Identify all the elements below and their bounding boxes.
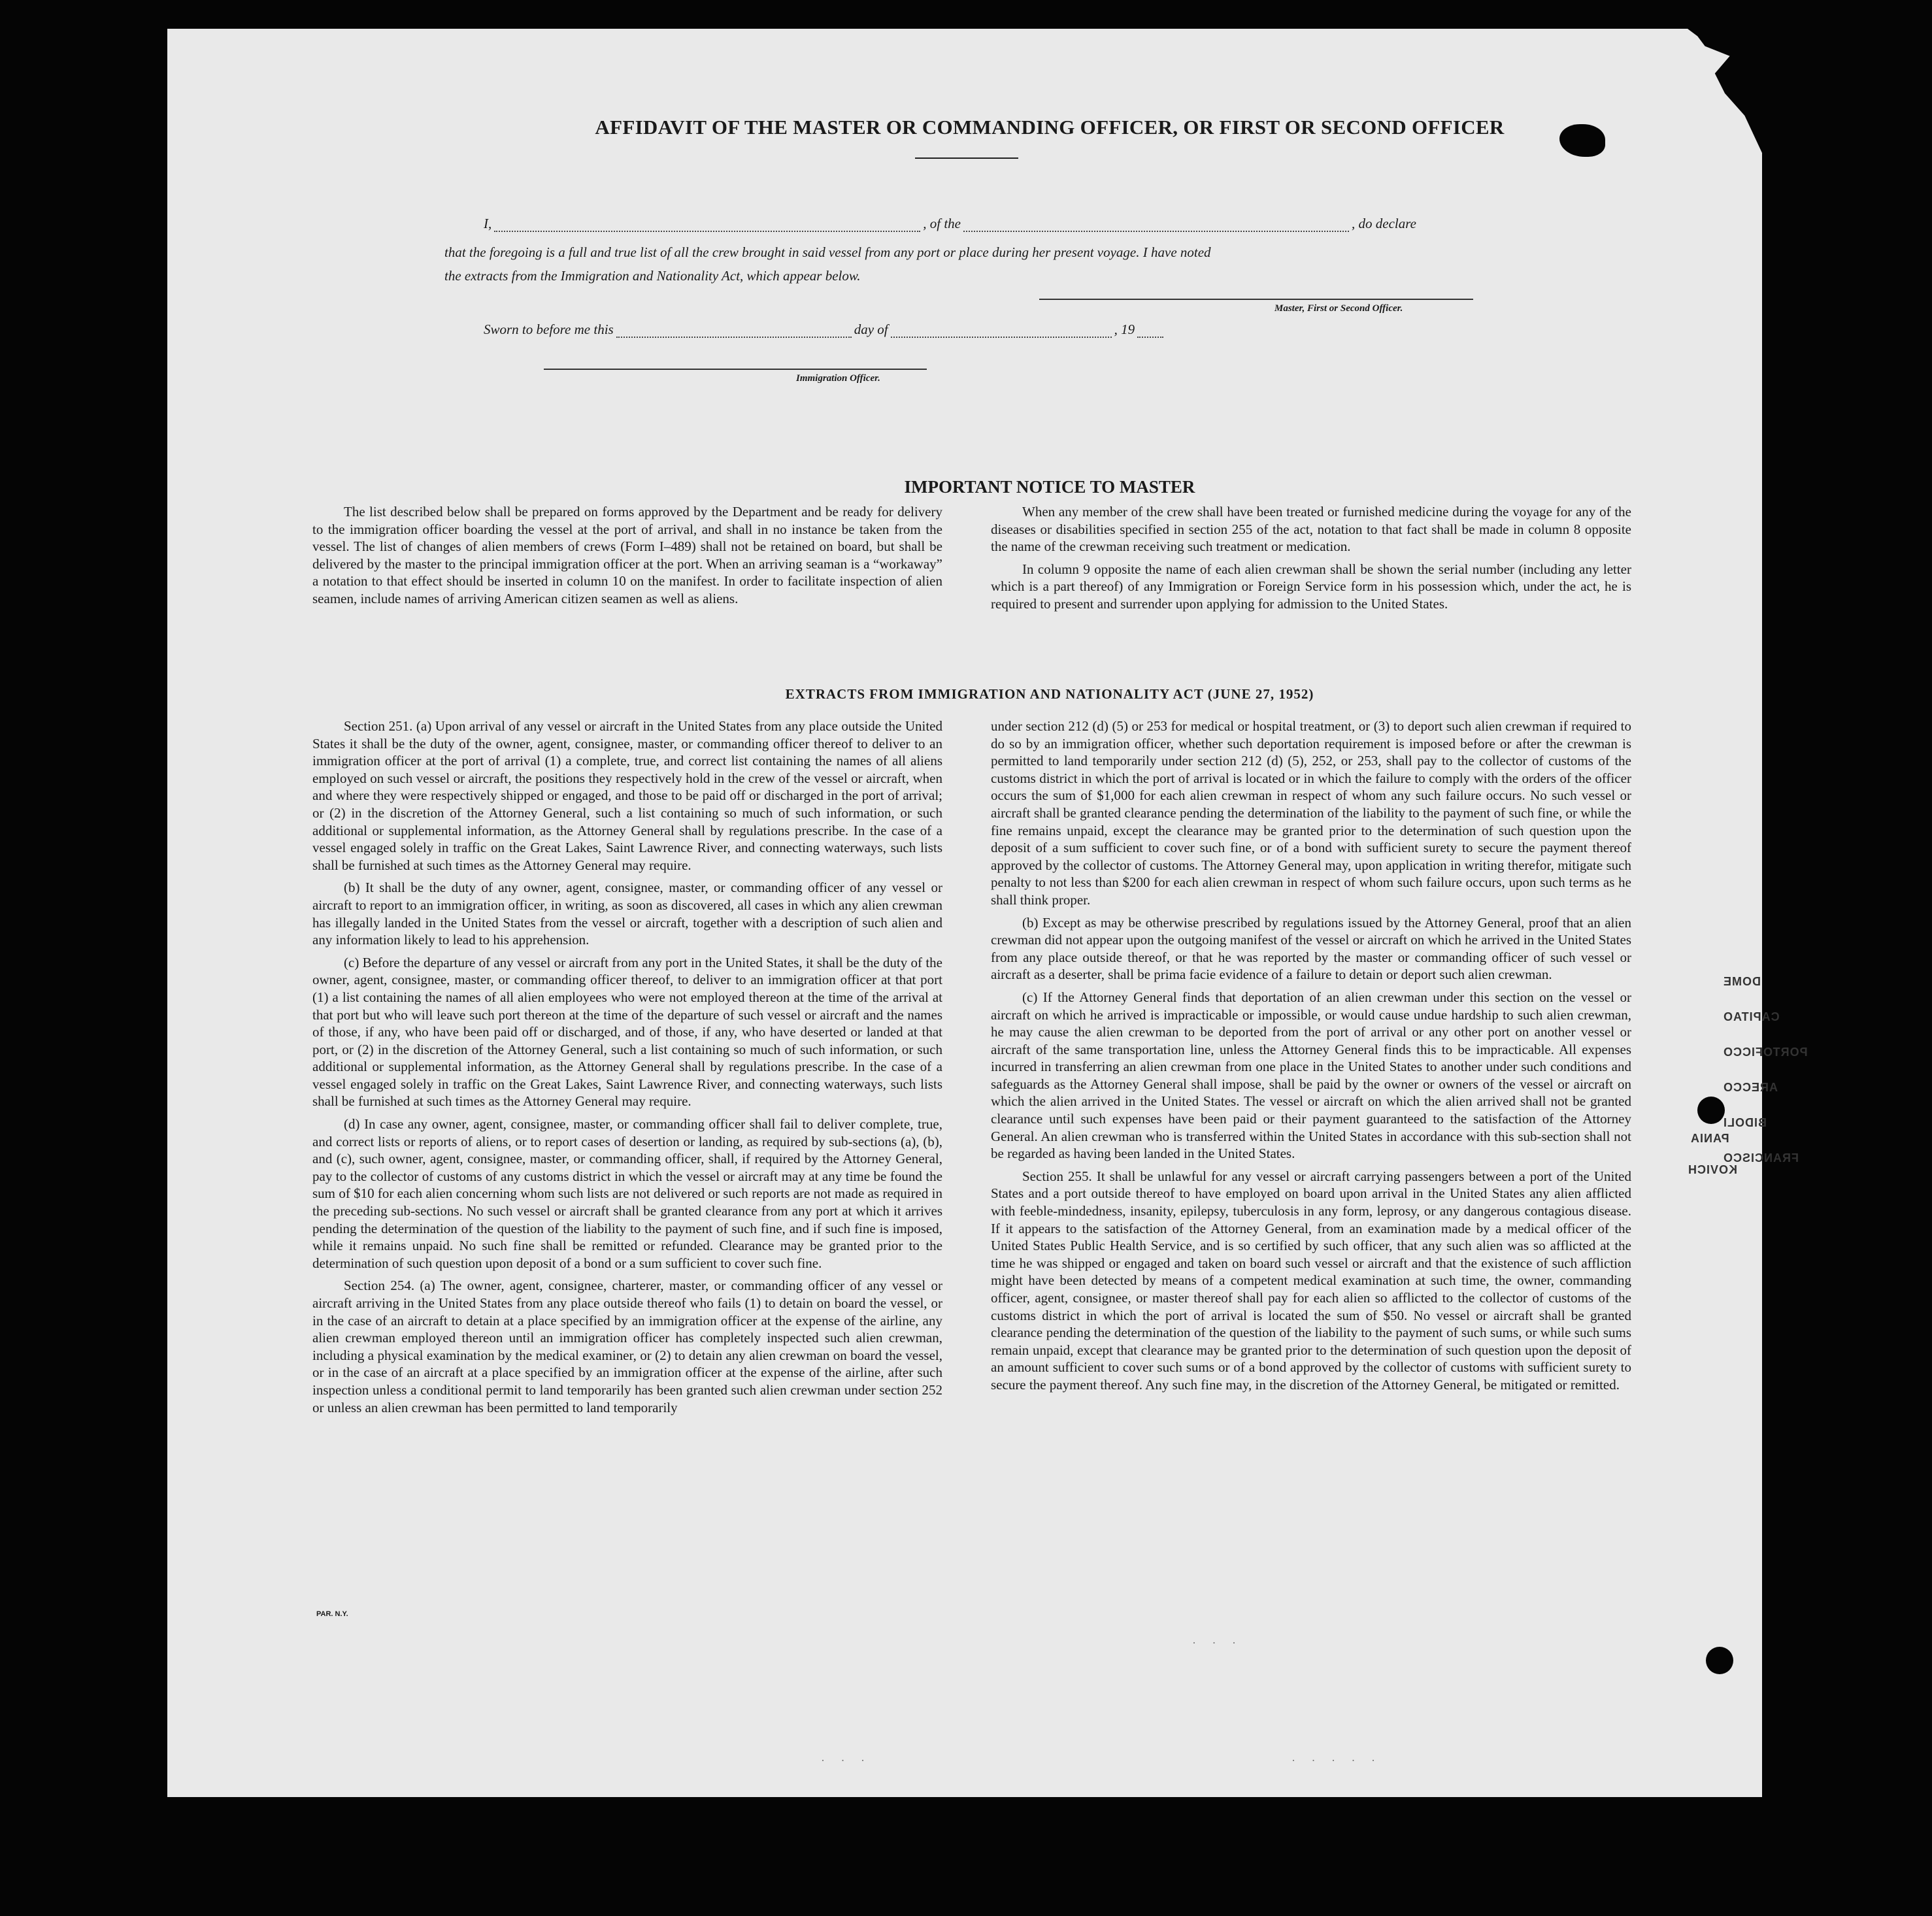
printer-imprint: PAR. N.Y. [316,1610,348,1618]
notice-left-paragraph: The list described below shall be prepared on forms approved by the Department and be ready for delivery to the immigration officer boarding the vessel at the port of arrival, and shall in no instance be taken from the vessel. The list of changes of alien members of crews (Form I–489) shall not be retained on board, but shall be delivered by the master to the principal immigration officer at the port. When an arriving seaman is a “workaway” a notation to that effect should be inserted in column 10 on the manifest. In order to facilitate inspection of alien seamen, include names of arriving American citizen seamen as well as aliens. [312,504,942,606]
master-signature-label: Master, First or Second Officer. [1274,303,1403,314]
section-251-d: (d) In case any owner, agent, consignee, master, or commanding officer shall fail to deliver complete, true, and correct lists or reports of aliens, or to report cases of desertion or landing, as required by sub-sections (a), (b), and (c), such owner, agent, consignee, master, or commanding officer, shall, if required by the Attorney General, pay to the collector of customs of any customs district in which the vessel or aircraft may at any time be found the sum of $10 for each alien concerning whom such lists are not delivered or such reports are not made as required in the preceding sub-sections. No such vessel or aircraft shall be granted clearance from any port at which it arrives pending the determination of the question of the liability to the payment of such fine, and if such fine is imposed, while it remains unpaid. No such fine shall be remitted or refunded. Clearance may be granted prior to the determination of such question upon deposit of a bond or a sum sufficient to cover such fine. [312,1116,942,1271]
i-label: I, [484,216,492,231]
section-254-b: (b) Except as may be otherwise prescribed by regulations issued by the Attorney General, proof that an alien crewman did not appear upon the outgoing manifest of the vessel or aircraft on which he arrived in the United States from any place outside thereof, or that he was reported by the master or commanding officer of such vessel or aircraft as a deserter, shall be prima facie evidence of a failure to detain or deport such alien crewman. [991,914,1631,983]
statement-line-1: that the foregoing is a full and true list of all the crew brought in said vessel from any port or place during her present voyage. I have noted [444,244,1211,260]
title-rule [915,157,1018,159]
section-255: Section 255. It shall be unlawful for any vessel or aircraft carrying passengers between a port of the United States and a port outside thereof to have employed on board upon arrival in the United States any alien afflicted with feeble-mindedness, insanity, epilepsy, tuberculosis in any form, leprosy, or any dangerous contagious disease. If it appears to the satisfaction of the Attorney General, from an examination made by a medical officer of the United States Public Health Service, and is so certified by such officer, that any such alien was so afflicted at the time he was shipped or engaged and taken on board such vessel or aircraft and that the existence of such affliction might have been detected by means of a competent medical examination at such time, the owner, commanding officer, agent, consignee, or master thereof shall pay for each alien so afflicted to the collector of customs of the customs district in which the port of arrival is located the sum of $50. No vessel or aircraft shall be granted clearance pending the determination of the question of the liability to the payment of such sums, or while such sums remain unpaid, except that clearance may be granted prior to the determination of such question upon the deposit of an amount sufficient to cover such sums or of a bond approved by the collector of customs with sufficient surety to secure the payment thereof. Any such fine may, in the discretion of the Attorney General, be mitigated or remitted. [991,1168,1631,1393]
do-declare-label: , do declare [1352,216,1416,231]
section-254-a-cont: under section 212 (d) (5) or 253 for medical or hospital treatment, or (3) to deport such alien crewman if required to do so by an immigration officer, whether such deportation requirement is imposed before or after the crewman is permitted to land temporarily under section 212 (d) (5), 252, or 253, shall pay to the collector of customs of the customs district in which the port of arrival is located or in which the failure to comply with the orders of the officer occurs the sum of $1,000 for each alien crewman in respect of whom any such failure occurs. No such vessel or aircraft shall be granted clearance pending the determination of the liability to the payment of such fine, or while the fine remains unpaid, except the clearance may be granted prior to the determination of such question upon the deposit of a sum sufficient to cover such fine, or of a bond with sufficient surety to secure the payment thereof approved by the collector of customs. The Attorney General may, upon application in writing therefor, mitigate such penalty to not less than $200 for each alien crewman in respect of whom such failure occurs, upon such terms as he shall think proper. [991,718,1631,908]
officer-signature-line[interactable] [544,369,927,370]
punch-hole-lower [1706,1647,1733,1674]
year-label: , 19 [1114,322,1135,337]
section-251-c: (c) Before the departure of any vessel or aircraft from any port in the United States, it shall be the duty of the owner, agent, consignee, master, or commanding officer thereof, to deliver to an immigration officer at that port (1) a list containing the names of all alien employees who were not employed thereon at the time of the arrival at that port but who will leave such port thereon at the time of the departure of such vessel or aircraft and the names of those, if any, who have been paid off or discharged, and of those, if any, who have deserted or landed at that port, or (2) in the discretion of the Attorney General, such a list containing so much of such information, or such additional or supplemental information, as the Attorney General shall by regulations prescribe. In the case of a vessel engaged solely in traffic on the Great Lakes, Saint Lawrence River, and connecting waterways, such lists shall be furnished at such times as the Attorney General may require. [312,954,942,1110]
bleed-stamp-2: CAPITAO [1723,1010,1780,1023]
sworn-year-blank[interactable] [1137,325,1163,338]
notice-right-paragraph-1: When any member of the crew shall have been treated or furnished medicine during the voyage for any of the diseases or disabilities specified in section 255 of the act, notation to that fact shall be made in column 8 opposite the name of the crewman receiving such treatment or medication. [991,504,1631,555]
name-blank[interactable] [494,219,920,232]
bleed-stamp-1: DOME [1723,975,1761,988]
extracts-title: EXTRACTS FROM IMMIGRATION AND NATIONALITY ACT (JUNE 27, 1952) [785,686,1314,702]
speck-marks-bottom-right: · · · · · [1291,1754,1382,1767]
notice-title: IMPORTANT NOTICE TO MASTER [904,477,1195,497]
extracts-left-column [312,718,942,1421]
bleed-stamp-5: BIDOLI [1723,1116,1767,1129]
section-251-b: (b) It shall be the duty of any owner, agent, consignee, master, or commanding officer of any vessel or aircraft to report to an immigration officer, in writing, as soon as discovered, all cases in which any alien crewman has illegally landed in the United States from the vessel or aircraft, together with a description of such alien and any information likely to lead to his apprehension. [312,880,942,948]
bleed-stamp-8: KOVICH [1688,1163,1738,1176]
document-page [167,29,1808,1797]
notice-right-paragraph-2: In column 9 opposite the name of each alien crewman shall be shown the serial number (including any letter which is a part thereof) of any Immigration or Foreign Service form in his possession which, under the act, he is required to present and surrender upon applying for admission to the United States. [991,561,1631,612]
speck-marks-bottom-left: · · · [821,1754,871,1767]
master-signature-line[interactable] [1039,299,1473,300]
sworn-month-blank[interactable] [891,325,1112,338]
bleed-stamp-7: FRANCISCO [1723,1151,1799,1164]
extracts-right-column [991,718,1631,1399]
speck-marks: · · · [1192,1636,1242,1649]
bleed-stamp-3: PORTOFICCO [1723,1046,1808,1059]
vessel-blank[interactable] [963,219,1349,232]
declaration-line [484,216,1416,232]
of-the-label: , of the [923,216,961,231]
day-of-label: day of [854,322,888,337]
notice-left-column [312,503,942,613]
bleed-stamp-4: ARECCO [1723,1081,1778,1094]
section-254-a: Section 254. (a) The owner, agent, consignee, charterer, master, or commanding officer of any vessel or aircraft arriving in the United States from any place outside thereof who fails (1) to detain on board the vessel, or in the case of an aircraft to detain at a place specified by an immigration officer at the expense of the airline, any alien crewman employed thereon until an immigration officer has completely inspected such alien crewman, including a physical examination by the medical examiner, or (2) to detain any alien crewman on board the vessel, or in the case of an aircraft at a place specified by an immigration officer at the expense of the airline, after such inspection unless a conditional permit to land temporarily has been granted such alien crewman under section 252 or unless an alien crewman has been permitted to land temporarily [312,1278,942,1415]
section-251-a: Section 251. (a) Upon arrival of any vessel or aircraft in the United States from any place outside the United States it shall be the duty of the owner, agent, consignee, master, or commanding officer thereof to deliver to an immigration officer at the port of arrival (1) a complete, true, and correct list containing the names of all aliens employed on such vessel or aircraft, the positions they respectively hold in the crew of the vessel or aircraft, when and where they were respectively shipped or engaged, and those to be paid off or discharged in the port of arrival; or (2) in the discretion of the Attorney General, such a list containing so much of such information, or such additional or supplemental information, as the Attorney General shall by regulations prescribe. In the case of a vessel engaged solely in traffic on the Great Lakes, Saint Lawrence River, and connecting waterways, such lists shall be furnished at such times as the Attorney General may require. [312,718,942,873]
sworn-label: Sworn to before me this [484,322,614,337]
sworn-line [484,322,1166,338]
punch-hole-upper [1697,1097,1725,1124]
section-254-c: (c) If the Attorney General finds that deportation of an alien crewman under this section on the vessel or aircraft on which he arrived is impracticable or impossible, or would cause undue hardship to such alien crewman, he may cause the alien crewman to be deported from the port of arrival or any other port on another vessel or aircraft of the same transportation line, unless the Attorney General finds this to be impracticable. All expenses incurred in transferring an alien crewman from one place in the United States to another under such conditions and safeguards as the Attorney General shall impose, shall be paid by the owner or owners of the vessel or aircraft on which the alien arrived in the United States. The vessel or aircraft on which the alien arrived shall not be granted clearance until such expenses have been paid or their payment guaranteed to the satisfaction of the Attorney General. An alien crewman who is transferred within the United States in accordance with this sub-section shall not be regarded as having been landed in the United States. [991,989,1631,1162]
sworn-day-blank[interactable] [616,325,852,338]
statement-line-2: the extracts from the Immigration and Nationality Act, which appear below. [444,268,861,284]
notice-right-column [991,503,1631,618]
bleed-stamp-6: PANIA [1690,1132,1729,1145]
officer-signature-label: Immigration Officer. [796,373,880,384]
affidavit-title: AFFIDAVIT OF THE MASTER OR COMMANDING OFFICER, OR FIRST OR SECOND OFFICER [595,116,1505,139]
